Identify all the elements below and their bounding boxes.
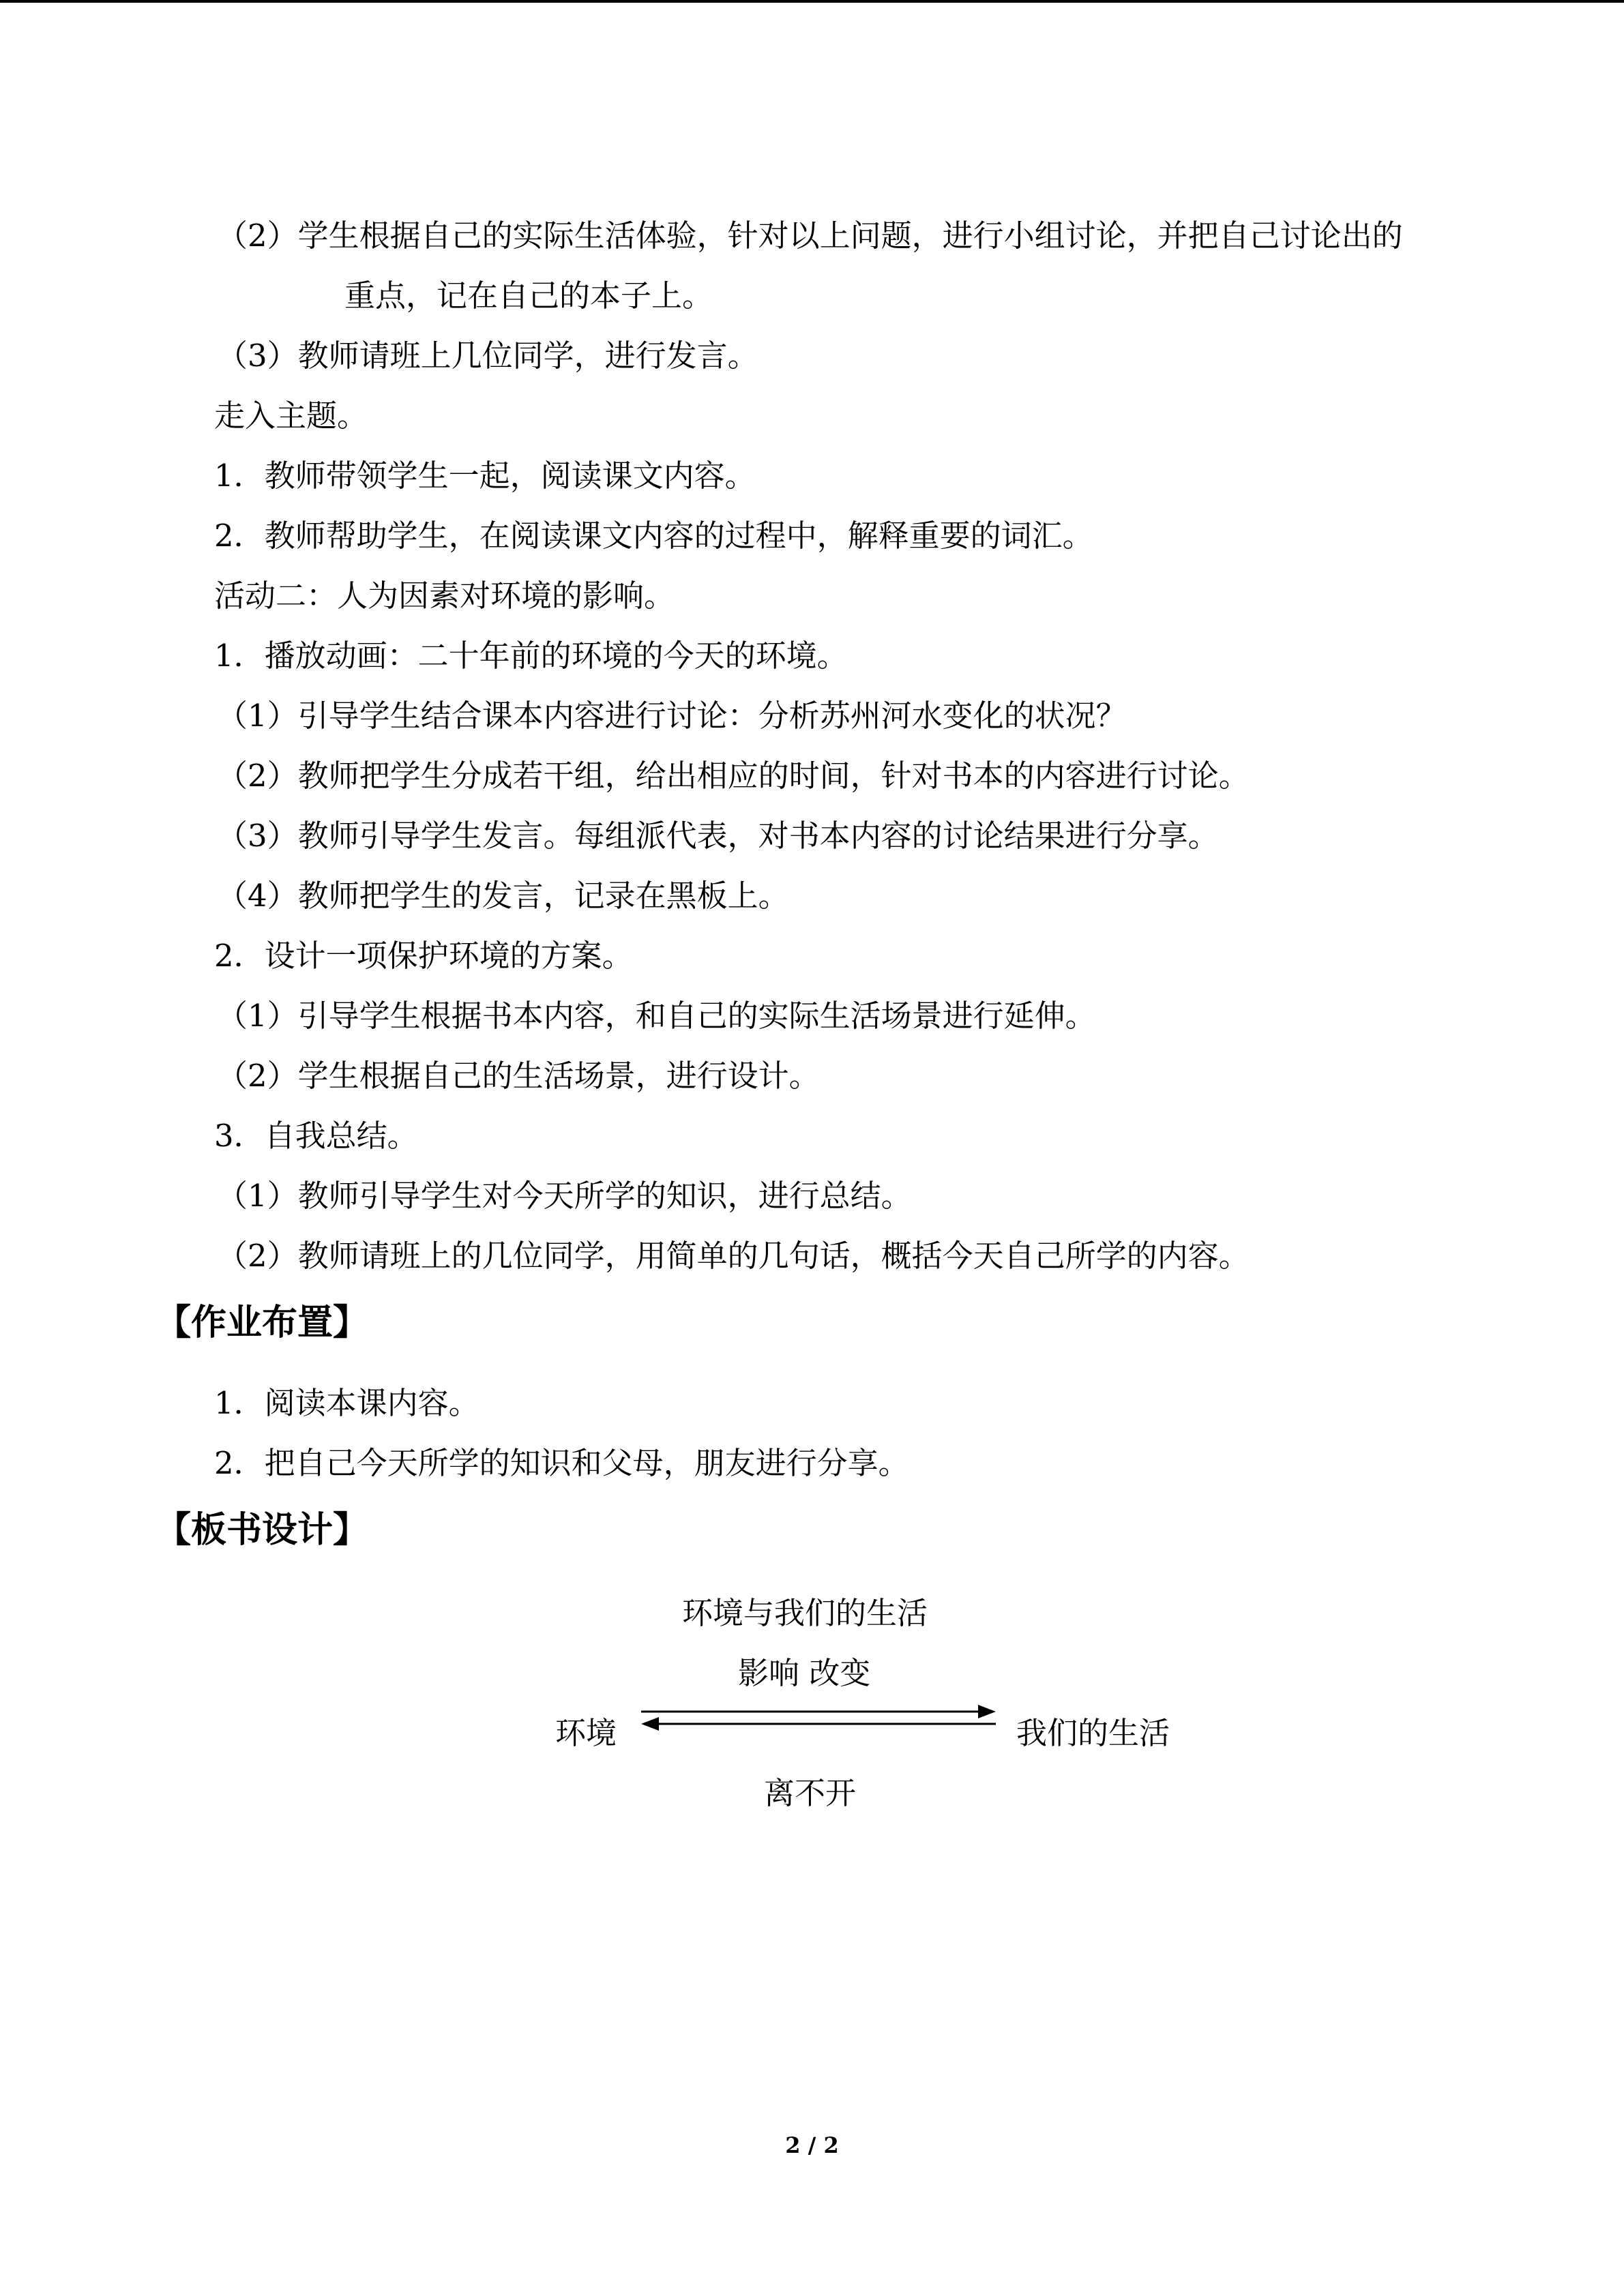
board-right-node: 我们的生活 [1016,1715,1170,1751]
right-arrowhead [978,1705,996,1718]
body-line: （1）引导学生结合课本内容进行讨论：分析苏州河水变化的状况？ [217,698,1127,734]
double-arrow-icon [641,1702,996,1732]
body-line: （2）学生根据自己的实际生活体验，针对以上问题，进行小组讨论，并把自己讨论出的 [217,218,1403,254]
board-top-label: 影响 改变 [738,1655,871,1691]
body-line: （3）教师引导学生发言。每组派代表，对书本内容的讨论结果进行分享。 [217,818,1219,854]
body-line: （2）学生根据自己的生活场景，进行设计。 [217,1058,820,1094]
homework-item: 1．阅读本课内容。 [214,1385,479,1421]
body-line: 重点，记在自己的本子上。 [344,278,713,314]
board-left-node: 环境 [555,1715,617,1751]
body-line: 走入主题。 [214,398,368,434]
homework-item: 2．把自己今天所学的知识和父母，朋友进行分享。 [214,1445,909,1481]
board-bottom-label: 离不开 [764,1775,857,1811]
body-line: （1）引导学生根据书本内容，和自己的实际生活场景进行延伸。 [217,998,1096,1034]
body-line: （2）教师请班上的几位同学，用简单的几句话，概括今天自己所学的内容。 [217,1238,1250,1274]
page-number: 2 / 2 [785,2132,839,2158]
body-line: 1．播放动画：二十年前的环境的今天的环境。 [214,638,848,674]
left-arrowhead [641,1717,659,1731]
body-line: （4）教师把学生的发言，记录在黑板上。 [217,878,789,914]
body-line: 活动二：人为因素对环境的影响。 [214,578,675,614]
body-line: 2．教师帮助学生，在阅读课文内容的过程中，解释重要的词汇。 [214,518,1093,554]
homework-heading: 【作业布置】 [156,1302,369,1343]
board-design-heading: 【板书设计】 [156,1510,369,1551]
body-line: （3）教师请班上几位同学，进行发言。 [217,338,758,374]
page-top-border [0,0,1624,3]
body-line: （2）教师把学生分成若干组，给出相应的时间，针对书本的内容进行讨论。 [217,758,1250,794]
body-line: 1．教师带领学生一起，阅读课文内容。 [214,458,756,494]
body-line: （1）教师引导学生对今天所学的知识，进行总结。 [217,1178,912,1214]
body-line: 2．设计一项保护环境的方案。 [214,938,633,974]
body-line: 3．自我总结。 [214,1118,418,1154]
board-title: 环境与我们的生活 [682,1595,928,1631]
